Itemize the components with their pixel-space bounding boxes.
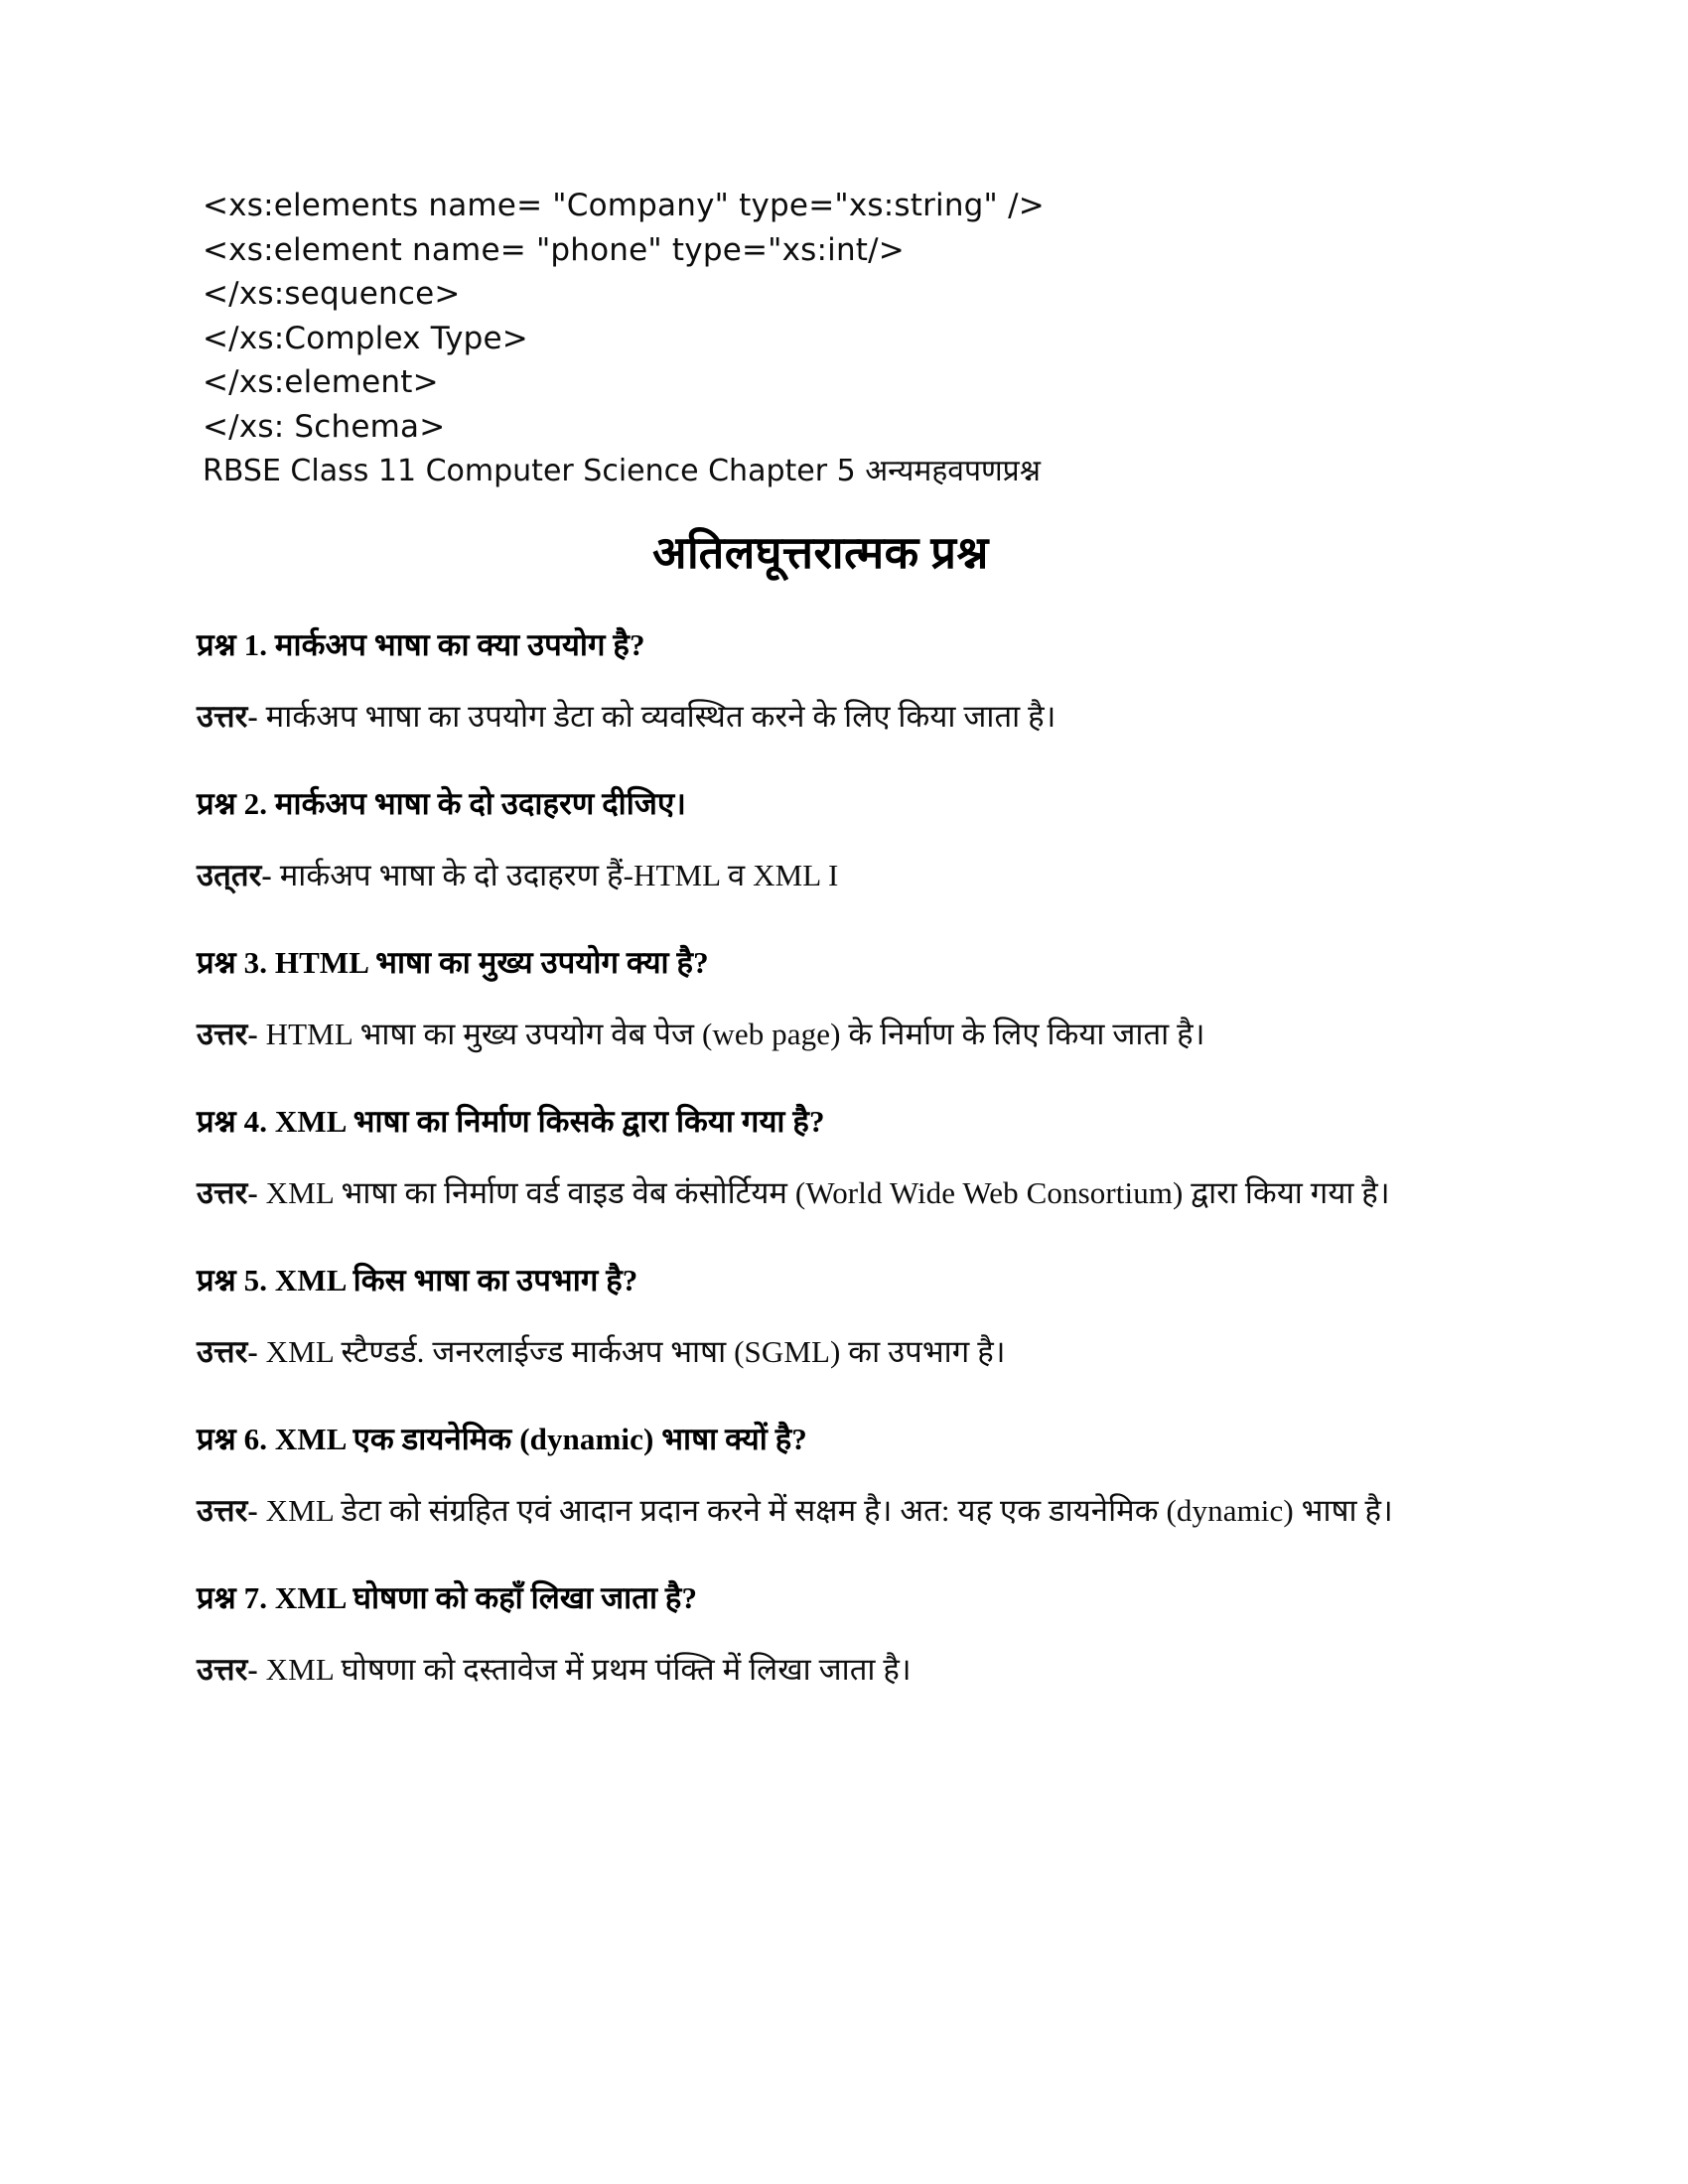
answer-label: उत्तर- <box>197 1017 258 1051</box>
qa-item <box>197 1419 1475 1534</box>
qa-item <box>197 1577 1475 1693</box>
answer-body: XML घोषणा को दस्तावेज में प्रथम पंक्ति में लिखा जाता है। <box>257 1652 912 1687</box>
qa-item <box>197 624 1475 740</box>
qa-item <box>197 942 1475 1057</box>
xml-code-block <box>203 184 1475 449</box>
answer-body: XML डेटा को संग्रहित एवं आदान प्रदान करने में सक्षम है। अत: यह एक डायनेमिक (dynamic) भाषा है। <box>257 1493 1393 1528</box>
source-reference-line <box>203 449 1475 493</box>
question-answer-list <box>197 624 1475 1693</box>
code-line: <xs:element name= "phone" type="xs:int/> <box>203 231 905 268</box>
answer-text <box>197 694 1473 740</box>
answer-label: उत्तर- <box>197 1175 258 1210</box>
answer-text <box>197 1170 1473 1216</box>
source-reference-english: RBSE Class 11 Computer Science Chapter 5 <box>203 454 866 488</box>
answer-label: उत्तर- <box>197 1334 258 1369</box>
answer-text <box>197 853 1473 898</box>
answer-body: मार्कअप भाषा के दो उदाहरण हैं-HTML व XML I <box>271 858 839 892</box>
qa-item <box>197 1260 1475 1375</box>
answer-label: उत्तर- <box>197 699 258 734</box>
question-text: प्रश्न 5. XML किस भाषा का उपभाग है? <box>197 1263 638 1297</box>
question-text: प्रश्न 4. XML भाषा का निर्माण किसके द्वारा किया गया है? <box>197 1104 825 1139</box>
question-text: प्रश्न 7. XML घोषणा को कहाँ लिखा जाता है? <box>197 1580 698 1615</box>
answer-text <box>197 1012 1473 1057</box>
answer-body: XML भाषा का निर्माण वर्ड वाइड वेब कंसोर्टियम (World Wide Web Consortium) द्वारा किया गया है। <box>257 1175 1390 1210</box>
answer-body: HTML भाषा का मुख्य उपयोग वेब पेज (web page) के निर्माण के लिए किया जाता है। <box>257 1017 1205 1051</box>
question-text: प्रश्न 1. मार्कअप भाषा का क्या उपयोग है? <box>197 627 645 662</box>
question-text: प्रश्न 6. XML एक डायनेमिक (dynamic) भाषा क्यों है? <box>197 1422 807 1456</box>
qa-item <box>197 783 1475 898</box>
code-line: <xs:elements name= "Company" type="xs:string" /> <box>203 188 1045 223</box>
answer-text <box>197 1329 1473 1375</box>
code-line: </xs:sequence> <box>203 276 461 312</box>
answer-text <box>197 1488 1473 1534</box>
question-text: प्रश्न 3. HTML भाषा का मुख्य उपयोग क्या है? <box>197 945 709 980</box>
code-line: </xs: Schema> <box>203 408 446 445</box>
code-line: </xs:element> <box>203 364 439 400</box>
qa-item <box>197 1101 1475 1216</box>
answer-text <box>197 1647 1473 1693</box>
answer-label: उत्तर- <box>197 1493 258 1528</box>
source-reference-hindi: अन्यमहवपणप्रश्न <box>865 455 1041 487</box>
answer-label: उत्‌तर- <box>197 858 272 892</box>
page-title: अतिलघूत्तरात्मक प्रश्न <box>652 528 989 578</box>
answer-body: XML स्टैण्डर्ड. जनरलाईज्ड मार्कअप भाषा (SGML) का उपभाग है। <box>257 1334 1006 1369</box>
code-line: </xs:Complex Type> <box>203 320 528 356</box>
answer-label: उत्तर- <box>197 1652 258 1687</box>
answer-body: मार्कअप भाषा का उपयोग डेटा को व्यवस्थित करने के लिए किया जाता है। <box>257 699 1056 734</box>
question-text: प्रश्न 2. मार्कअप भाषा के दो उदाहरण दीजिए। <box>197 786 687 821</box>
